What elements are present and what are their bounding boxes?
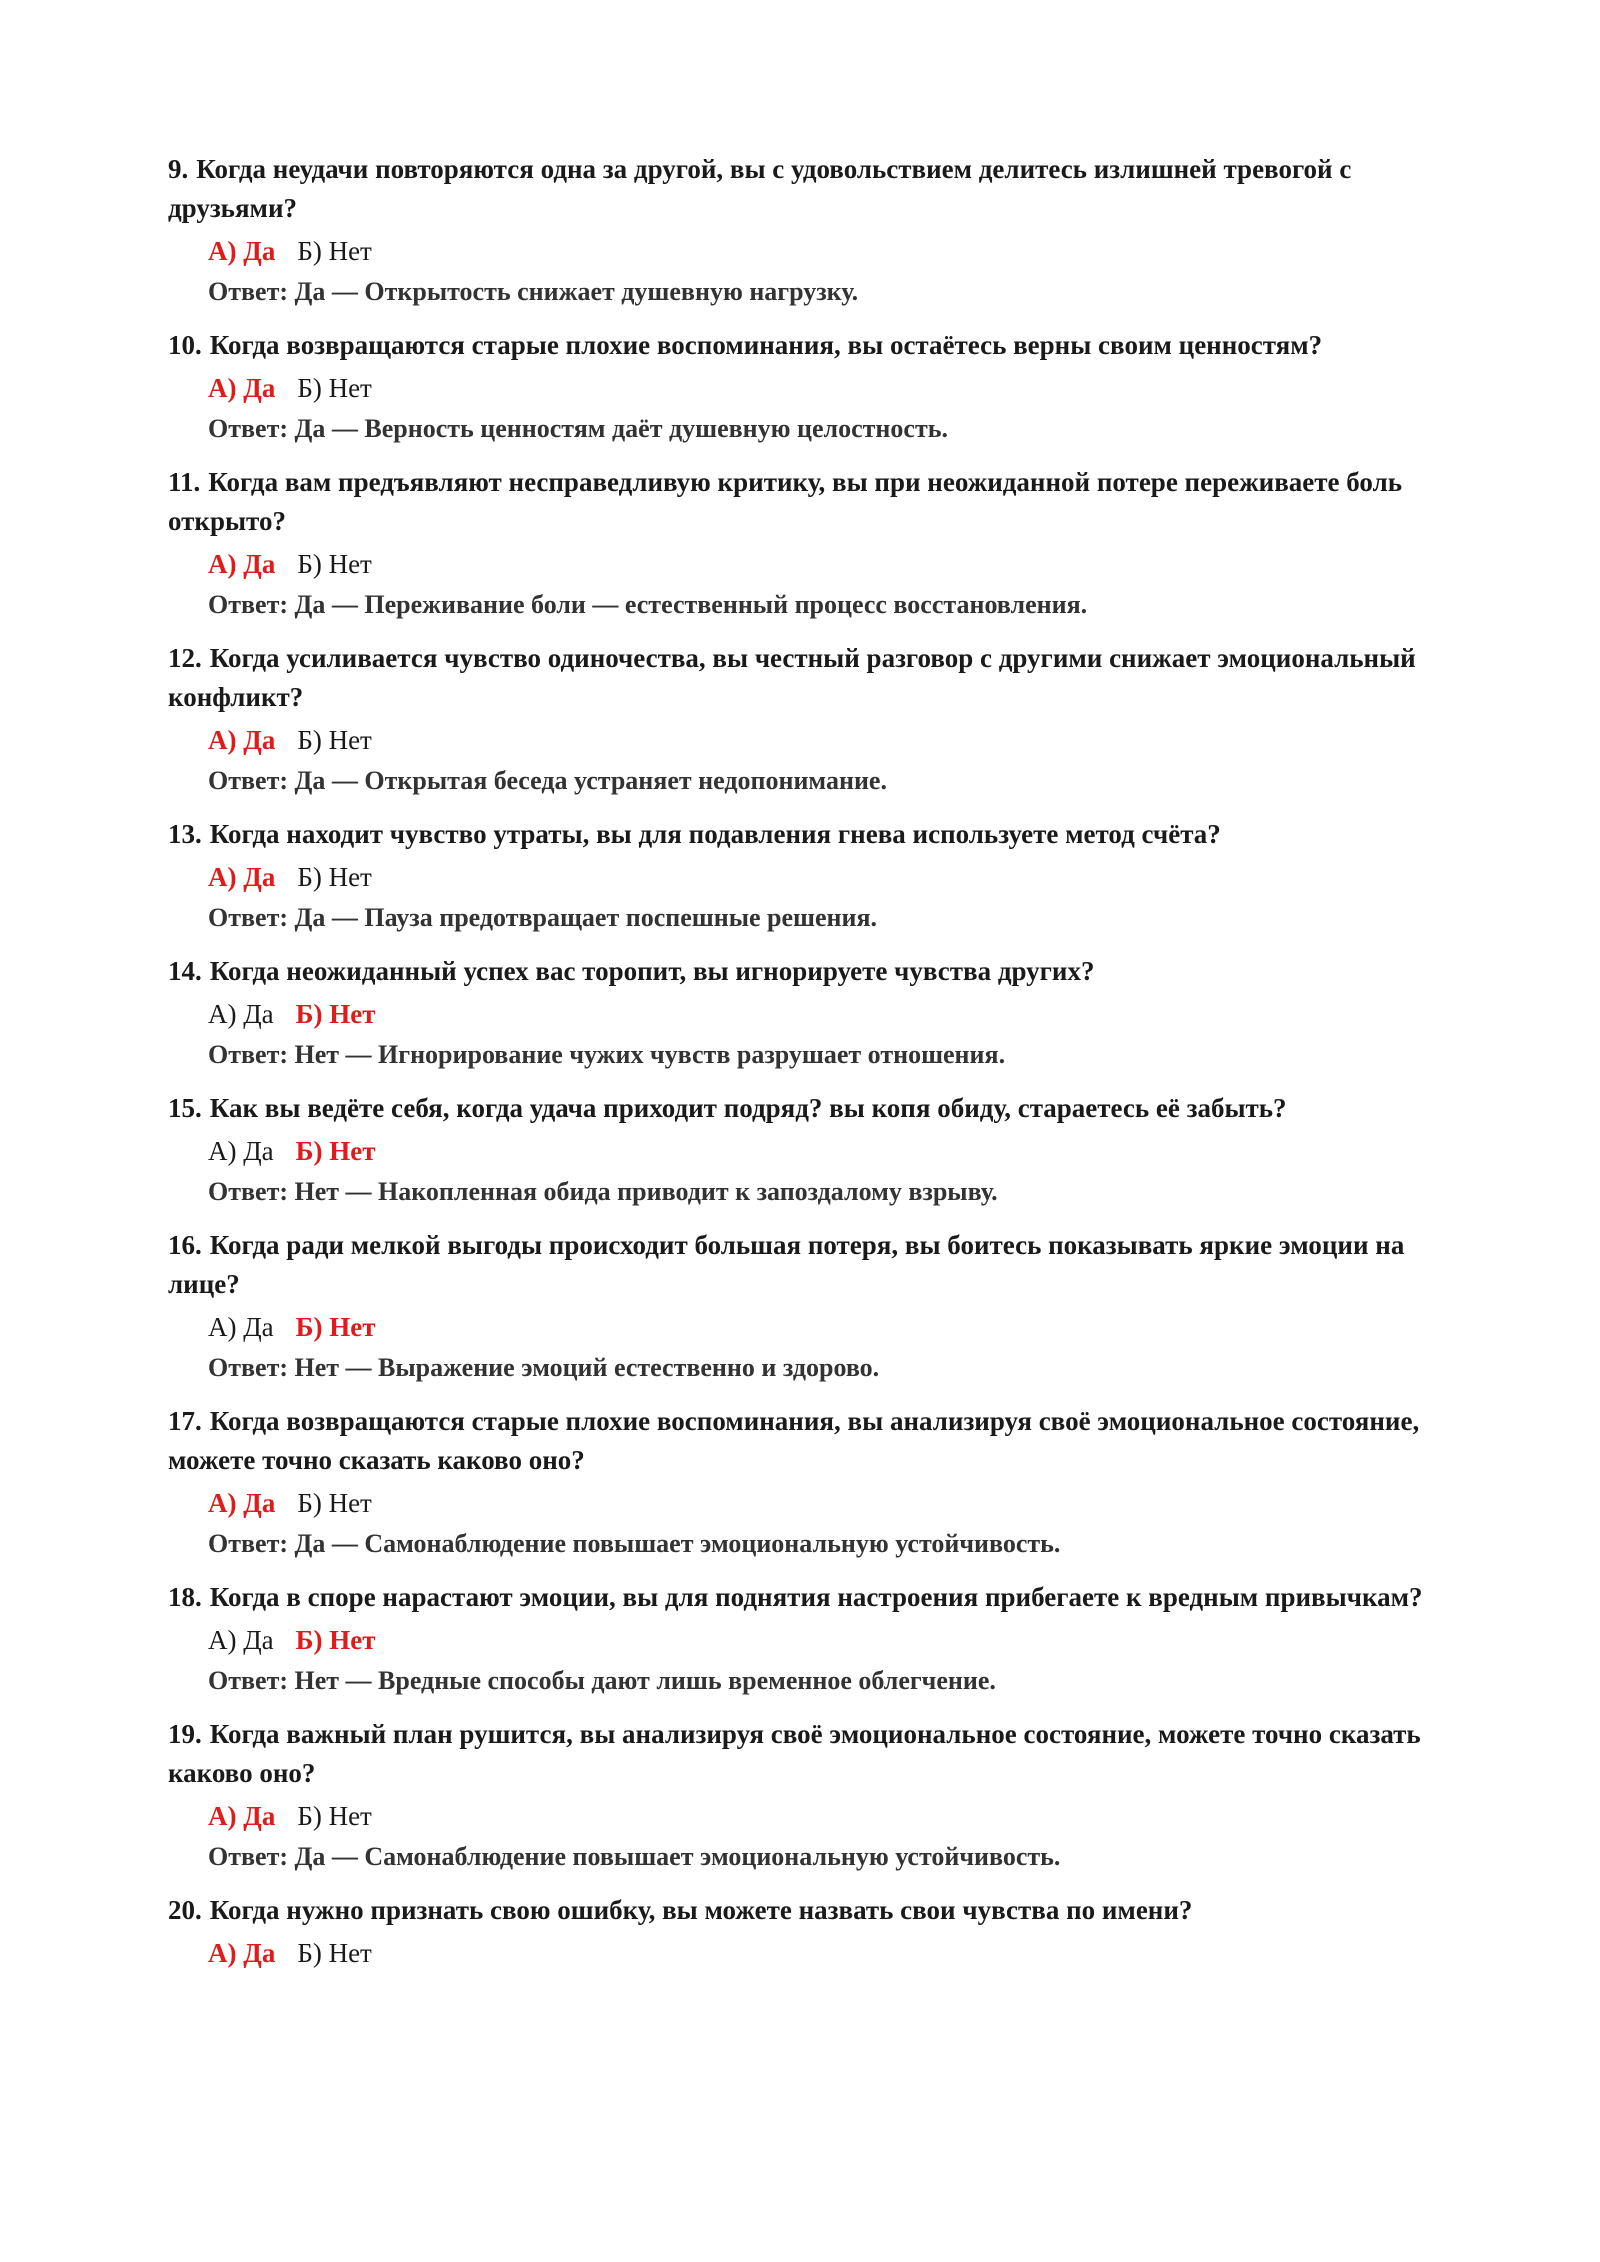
option-b: Б) Нет	[297, 373, 372, 403]
question-body: Когда ради мелкой выгоды происходит большая потеря, вы боитесь показывать яркие эмоции на лице?	[168, 1230, 1405, 1299]
question-text	[168, 326, 1448, 365]
answer-explanation: Ответ: Да — Открытость снижает душевную нагрузку.	[208, 277, 859, 306]
question-text	[168, 952, 1448, 991]
question-text	[168, 1891, 1448, 1930]
option-a: А) Да	[208, 725, 276, 755]
options-row	[208, 720, 1448, 760]
options-row	[208, 231, 1448, 271]
option-b: Б) Нет	[297, 236, 372, 266]
question-item	[168, 326, 1448, 449]
option-a: А) Да	[208, 1938, 276, 1968]
question-number: 12.	[168, 643, 202, 673]
option-b: Б) Нет	[297, 1801, 372, 1831]
question-number: 9.	[168, 154, 189, 184]
question-text	[168, 639, 1448, 717]
question-body: Как вы ведёте себя, когда удача приходит подряд? вы копя обиду, стараетесь её забыть?	[209, 1093, 1287, 1123]
option-a: А) Да	[208, 862, 276, 892]
option-a: А) Да	[208, 1312, 274, 1342]
options-row	[208, 1933, 1448, 1973]
option-a: А) Да	[208, 373, 276, 403]
question-number: 16.	[168, 1230, 202, 1260]
option-a: А) Да	[208, 1136, 274, 1166]
question-item	[168, 150, 1448, 312]
question-item	[168, 1891, 1448, 1973]
question-body: Когда нужно признать свою ошибку, вы можете назвать свои чувства по имени?	[209, 1895, 1193, 1925]
question-item	[168, 1402, 1448, 1564]
question-text	[168, 463, 1448, 541]
question-item	[168, 463, 1448, 625]
question-number: 20.	[168, 1895, 202, 1925]
question-number: 15.	[168, 1093, 202, 1123]
answer-explanation: Ответ: Да — Самонаблюдение повышает эмоциональную устойчивость.	[208, 1529, 1061, 1558]
options-row	[208, 857, 1448, 897]
question-number: 19.	[168, 1719, 202, 1749]
question-number: 18.	[168, 1582, 202, 1612]
question-text	[168, 1226, 1448, 1304]
answer-explanation: Ответ: Нет — Выражение эмоций естественно и здорово.	[208, 1353, 880, 1382]
option-b: Б) Нет	[297, 1488, 372, 1518]
answer-explanation: Ответ: Да — Самонаблюдение повышает эмоциональную устойчивость.	[208, 1842, 1061, 1871]
question-text	[168, 150, 1448, 228]
question-number: 14.	[168, 956, 202, 986]
options-row	[208, 994, 1448, 1034]
options-row	[208, 1131, 1448, 1171]
options-row	[208, 1796, 1448, 1836]
answer-explanation: Ответ: Да — Верность ценностям даёт душевную целостность.	[208, 414, 948, 443]
question-body: Когда возвращаются старые плохие воспоминания, вы анализируя своё эмоциональное состояние, можете точно сказать каково оно?	[168, 1406, 1420, 1475]
quiz-page	[168, 150, 1448, 1987]
question-number: 10.	[168, 330, 202, 360]
question-text	[168, 1578, 1448, 1617]
options-row	[208, 1620, 1448, 1660]
answer-explanation: Ответ: Да — Переживание боли — естественный процесс восстановления.	[208, 590, 1088, 619]
options-row	[208, 544, 1448, 584]
question-item	[168, 1089, 1448, 1212]
option-a: А) Да	[208, 1488, 276, 1518]
question-text	[168, 815, 1448, 854]
question-text	[168, 1402, 1448, 1480]
options-row	[208, 1307, 1448, 1347]
option-b: Б) Нет	[297, 725, 372, 755]
option-b: Б) Нет	[297, 862, 372, 892]
question-body: Когда в споре нарастают эмоции, вы для поднятия настроения прибегаете к вредным привычкам?	[209, 1582, 1423, 1612]
answer-explanation: Ответ: Нет — Вредные способы дают лишь временное облегчение.	[208, 1666, 996, 1695]
option-b: Б) Нет	[295, 1136, 376, 1166]
question-body: Когда находит чувство утраты, вы для подавления гнева используете метод счёта?	[209, 819, 1221, 849]
question-number: 17.	[168, 1406, 202, 1436]
option-a: А) Да	[208, 236, 276, 266]
options-row	[208, 1483, 1448, 1523]
question-body: Когда возвращаются старые плохие воспоминания, вы остаётесь верны своим ценностям?	[209, 330, 1323, 360]
question-item	[168, 639, 1448, 801]
question-item	[168, 952, 1448, 1075]
question-item	[168, 1226, 1448, 1388]
answer-explanation: Ответ: Да — Открытая беседа устраняет недопонимание.	[208, 766, 887, 795]
option-a: А) Да	[208, 999, 274, 1029]
answer-explanation: Ответ: Нет — Игнорирование чужих чувств разрушает отношения.	[208, 1040, 1006, 1069]
question-item	[168, 1715, 1448, 1877]
question-item	[168, 815, 1448, 938]
answer-explanation: Ответ: Нет — Накопленная обида приводит к запоздалому взрыву.	[208, 1177, 998, 1206]
option-b: Б) Нет	[295, 999, 376, 1029]
question-body: Когда усиливается чувство одиночества, вы честный разговор с другими снижает эмоциональный конфликт?	[168, 643, 1416, 712]
question-number: 11.	[168, 467, 201, 497]
question-body: Когда неожиданный успех вас торопит, вы игнорируете чувства других?	[209, 956, 1095, 986]
question-number: 13.	[168, 819, 202, 849]
option-b: Б) Нет	[297, 549, 372, 579]
option-a: А) Да	[208, 549, 276, 579]
question-body: Когда неудачи повторяются одна за другой, вы с удовольствием делитесь излишней тревогой с друзьями?	[168, 154, 1352, 223]
question-text	[168, 1089, 1448, 1128]
question-item	[168, 1578, 1448, 1701]
question-body: Когда важный план рушится, вы анализируя своё эмоциональное состояние, можете точно сказать каково оно?	[168, 1719, 1421, 1788]
question-text	[168, 1715, 1448, 1793]
options-row	[208, 368, 1448, 408]
option-a: А) Да	[208, 1801, 276, 1831]
question-body: Когда вам предъявляют несправедливую критику, вы при неожиданной потере переживаете боль открыто?	[168, 467, 1403, 536]
option-a: А) Да	[208, 1625, 274, 1655]
answer-explanation: Ответ: Да — Пауза предотвращает поспешные решения.	[208, 903, 878, 932]
option-b: Б) Нет	[295, 1625, 376, 1655]
option-b: Б) Нет	[295, 1312, 376, 1342]
option-b: Б) Нет	[297, 1938, 372, 1968]
